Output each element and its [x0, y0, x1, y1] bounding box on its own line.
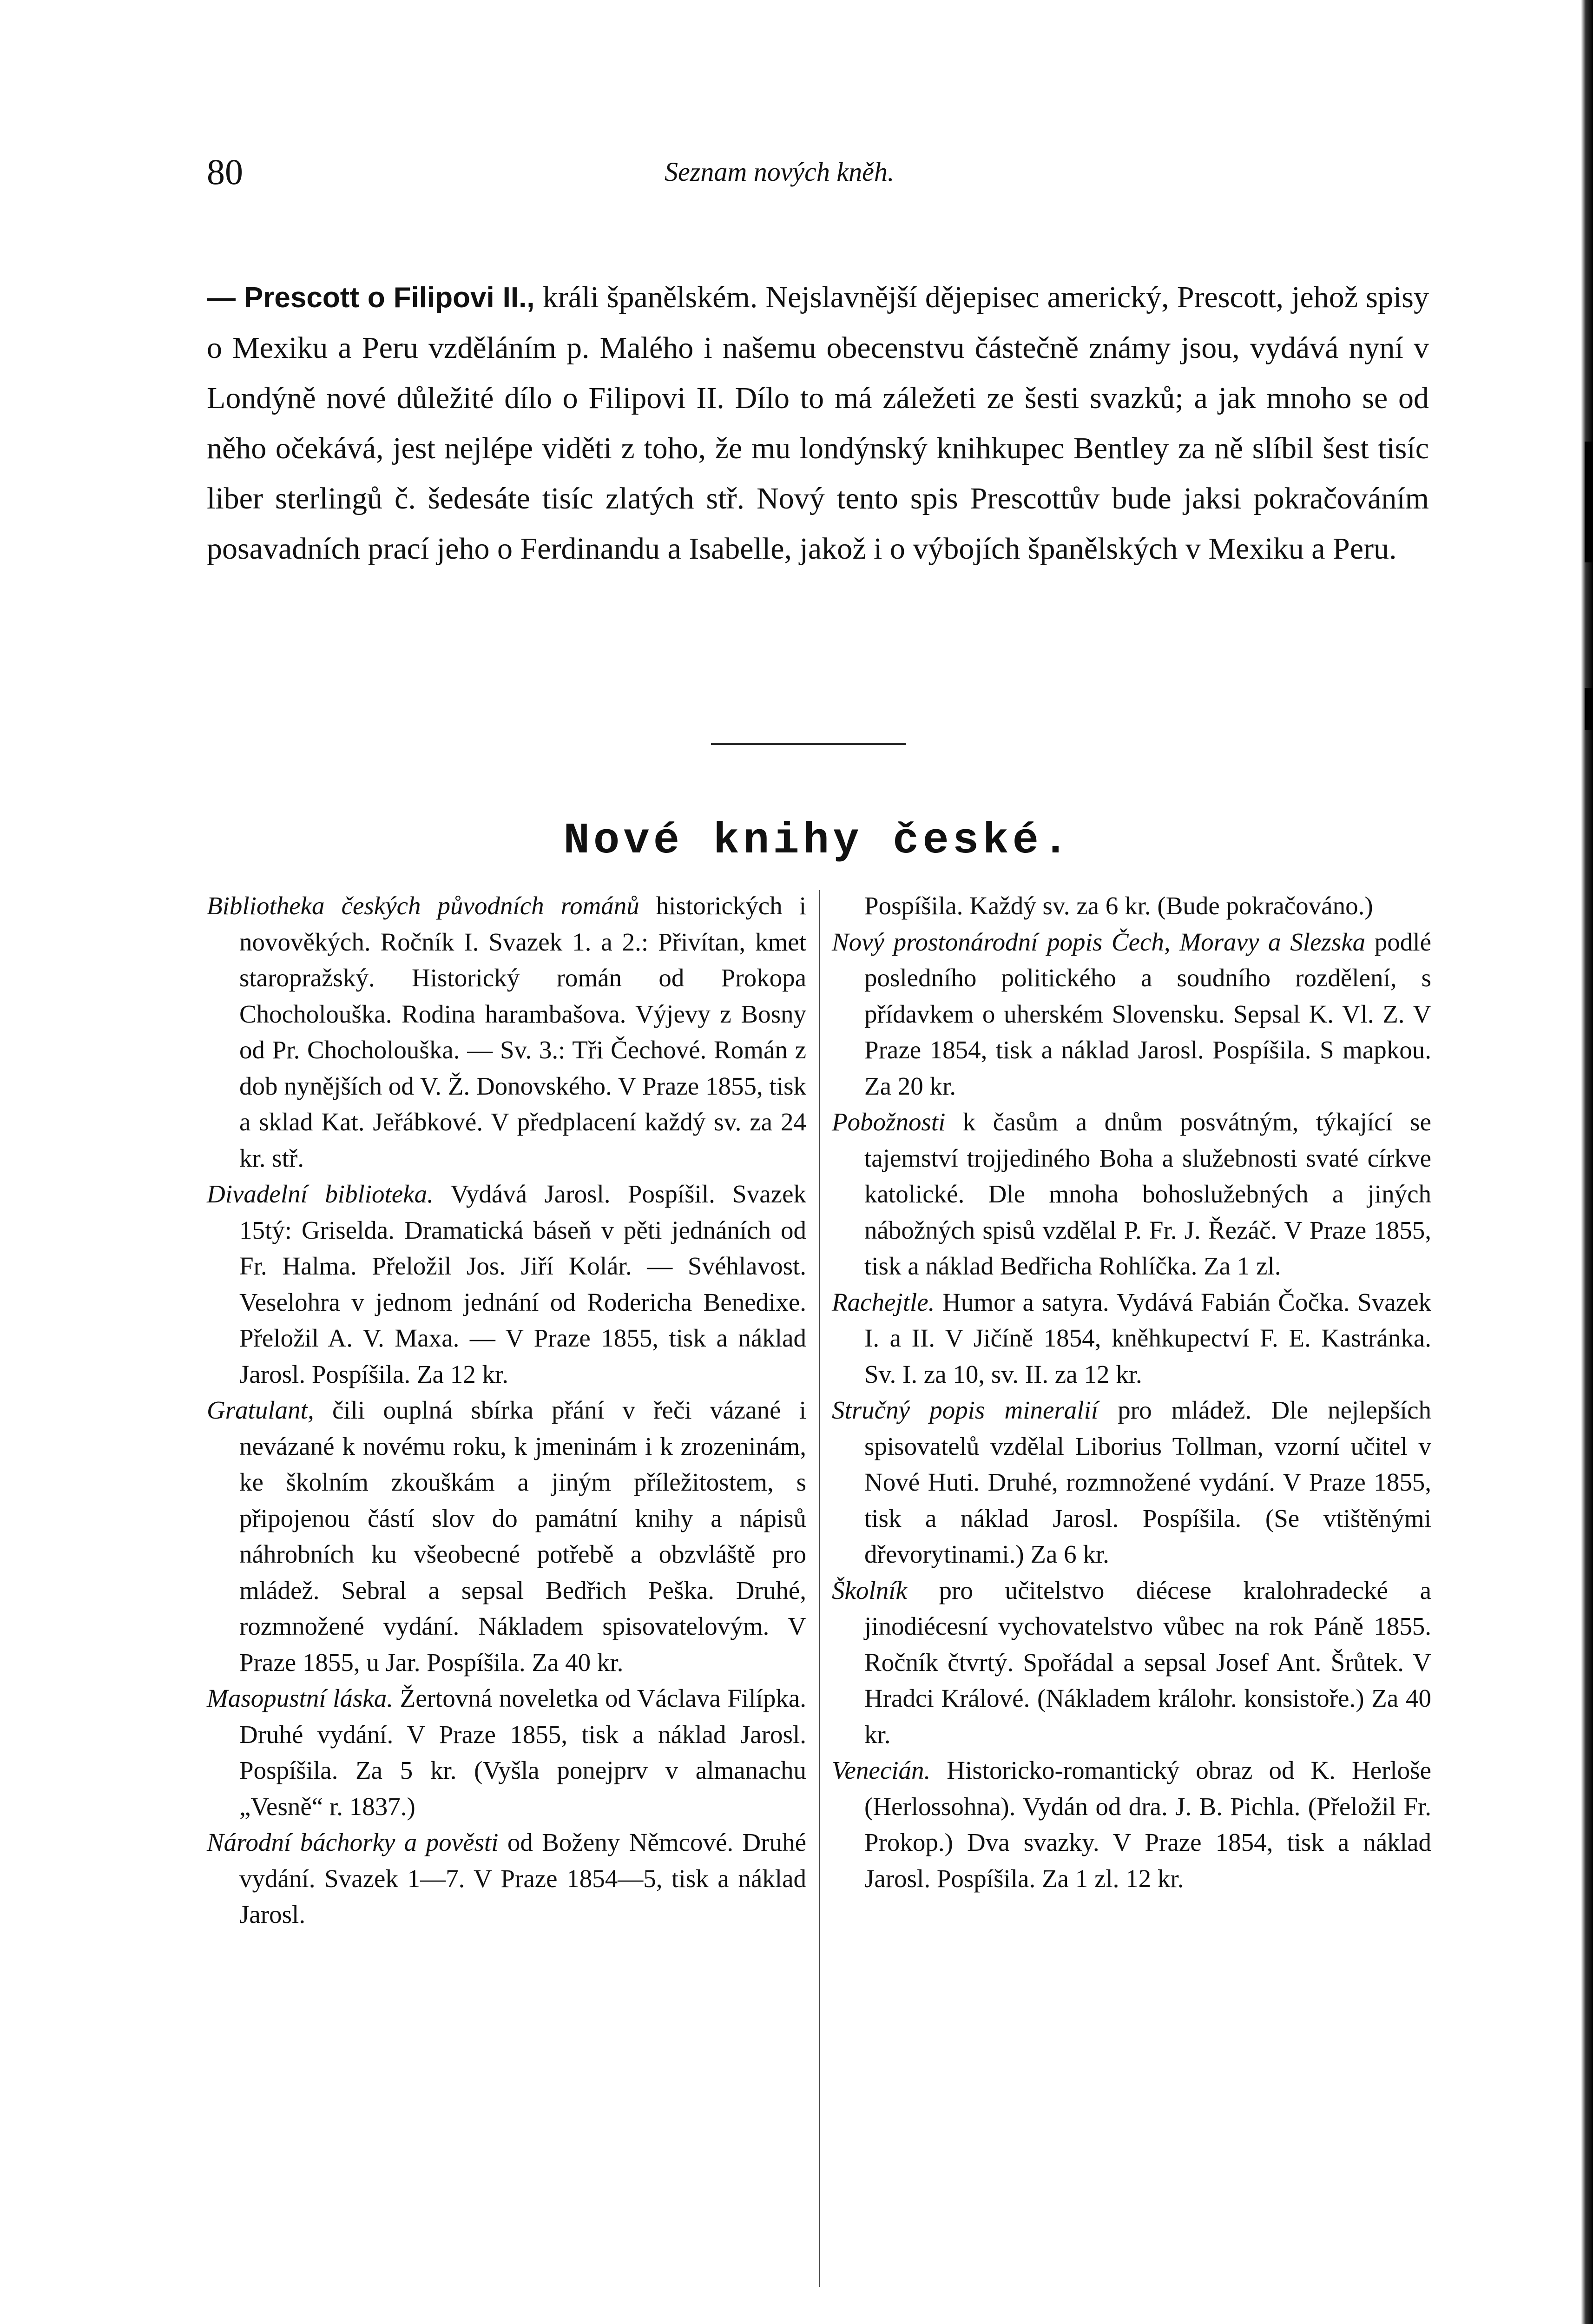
book-entry-continuation — [832, 888, 1431, 924]
book-description: podlé posledního politického a soudního rozdělení, s přídavkem o uherském Slovensku. Sepsal K. Vl. Z. V Praze 1854, tisk a náklad Jarosl. Pospíšila. S mapkou. Za 20 kr. — [864, 927, 1431, 1100]
book-entry — [207, 888, 806, 1176]
running-title: Seznam nových kněh. — [665, 157, 895, 187]
news-notice — [207, 272, 1429, 574]
book-entry — [832, 1572, 1431, 1753]
book-title: Divadelní biblioteka. — [207, 1180, 434, 1208]
book-title: Školník — [832, 1576, 907, 1604]
book-entry — [207, 1680, 806, 1824]
book-description: k časům a dnům posvátným, týkající se tajemství trojjediného Boha a služebnosti svaté církve katolické. Dle mnoha bohoslužebných a jiných nábožných spisů vzdělal P. Fr. J. Řezáč. V Praze 1855, tisk a náklad Bedřicha Rohlíčka. Za 1 zl. — [864, 1108, 1431, 1280]
edge-mark — [1585, 442, 1593, 562]
left-column — [207, 888, 806, 1933]
book-description: Žertovná noveletka od Václava Filípka. Druhé vydání. V Praze 1855, tisk a náklad Jarosl. Pospíšila. Za 5 kr. (Vyšla ponejprv v almanachu „Vesně“ r. 1837.) — [239, 1684, 807, 1821]
book-description: pro učitelstvo diécese kralohradecké a jinodiécesní vychovatelstvo vůbec na rok Páně 1855. Ročník čtvrtý. Spořádal a sepsal Josef Ant. Šrůtek. V Hradci Králové. (Nákladem králohr. konsistoře.) Za 40 kr. — [864, 1576, 1431, 1749]
book-description: od Boženy Němcové. Druhé vydání. Svazek 1—7. V Praze 1854—5, tisk a náklad Jarosl. — [239, 1828, 806, 1928]
book-description: čili ouplná sbírka přání v řeči vázané i nevázané k novému roku, k jmeninám i k zrozeninám, ke školním zkouškám a jiným příležitostem, s připojenou částí slov do památní knihy a nápisů náhrobních ku všeobecné potřebě a obzvláště pro mládež. Sebral a sepsal Bedřich Peška. Druhé, rozmnožené vydání. Nákladem spisovatelovým. V Praze 1855, u Jar. Pospíšila. Za 40 kr. — [239, 1396, 806, 1677]
book-title: Národní báchorky a pověsti — [207, 1828, 499, 1856]
section-title: Nové knihy české. — [563, 817, 1073, 866]
page-number: 80 — [207, 152, 243, 192]
book-description: Historicko-romantický obraz od K. Herloše (Herlossohna). Vydán od dra. J. B. Pichla. (Přeložil Fr. Prokop.) Dva svazky. V Praze 1854, tisk a náklad Jarosl. Pospíšila. Za 1 zl. 12 kr. — [864, 1756, 1431, 1893]
book-title: Venecián. — [832, 1756, 931, 1784]
book-entry — [207, 1176, 806, 1392]
book-description: Vydává Jarosl. Pospíšil. Svazek 15tý: Griselda. Dramatická báseň v pěti jednáních od Fr. Halma. Přeložil Jos. Jiří Kolár. — Svéhlavost. Veselohra v jednom jednání od Rodericha Benedixe. Přeložil A. V. Maxa. — V Praze 1855, tisk a náklad Jarosl. Pospíšila. Za 12 kr. — [239, 1180, 806, 1388]
book-description: pro mládež. Dle nejlepších spisovatelů vzdělal Liborius Tollman, vzorní učitel v Nové Huti. Druhé, rozmnožené vydání. V Praze 1855, tisk a náklad Jarosl. Pospíšila. (Se vtištěnými dřevorytinami.) Za 6 kr. — [864, 1396, 1431, 1568]
book-entry — [207, 1392, 806, 1680]
book-title: Nový prostonárodní popis Čech, Moravy a Slezska — [832, 927, 1366, 956]
book-entry — [832, 1284, 1431, 1393]
book-entry — [832, 924, 1431, 1104]
book-entry — [832, 1104, 1431, 1284]
book-description: Humor a satyra. Vydává Fabián Čočka. Svazek I. a II. V Jičíně 1854, kněhkupectví F. E. Kastránka. Sv. I. za 10, sv. II. za 12 kr. — [864, 1287, 1431, 1388]
book-title: Stručný popis mineralií — [832, 1396, 1099, 1424]
book-entry — [832, 1752, 1431, 1896]
section-divider — [711, 743, 906, 745]
notice-body: králi španělském. Nejslavnější dějepisec americký, Prescott, jehož spisy o Mexiku a Peru vzděláním p. Malého i našemu obecenstvu částečně známy jsou, vydává nyní v Londýně nové důležité dílo o Filipovi II. Dílo to má záležeti ze šesti svazků; a jak mnoho se od něho očekává, jest nejlépe viděti z toho, že mu londýnský knihkupec Bentley za ně slíbil šest tisíc liber sterlingů č. šedesáte tisíc zlatých stř. Nový tento spis Prescottův bude jaksi pokračováním posavadních prací jeho o Ferdinandu a Isabelle, jakož i o výbojích španělských v Mexiku a Peru. — [207, 280, 1429, 566]
book-entry — [832, 1392, 1431, 1572]
column-divider — [819, 890, 820, 2287]
page-edge-shadow — [1581, 0, 1593, 2324]
book-title: Gratulant, — [207, 1396, 314, 1424]
book-description: Pospíšila. Každý sv. za 6 kr. (Bude pokračováno.) — [864, 891, 1373, 920]
book-title: Bibliotheka českých původních románů — [207, 891, 639, 920]
book-title: Rachejtle. — [832, 1287, 935, 1316]
book-description: historických i novověkých. Ročník I. Svazek 1. a 2.: Přivítan, kmet staropražský. Historický román od Prokopa Chocholouška. Rodina harambašova. Výjevy z Bosny od Pr. Chocholouška. — Sv. 3.: Tři Čechové. Román z dob nynějších od V. Ž. Donovského. V Praze 1855, tisk a sklad Kat. Jeřábkové. V předplacení každý sv. za 24 kr. stř. — [239, 891, 806, 1172]
right-column — [832, 888, 1431, 1896]
notice-lead: — Prescott o Filipovi II., — [207, 282, 535, 314]
book-title: Masopustní láska. — [207, 1684, 394, 1712]
book-entry — [207, 1824, 806, 1933]
book-title: Pobožnosti — [832, 1108, 946, 1136]
edge-mark — [1585, 688, 1593, 730]
